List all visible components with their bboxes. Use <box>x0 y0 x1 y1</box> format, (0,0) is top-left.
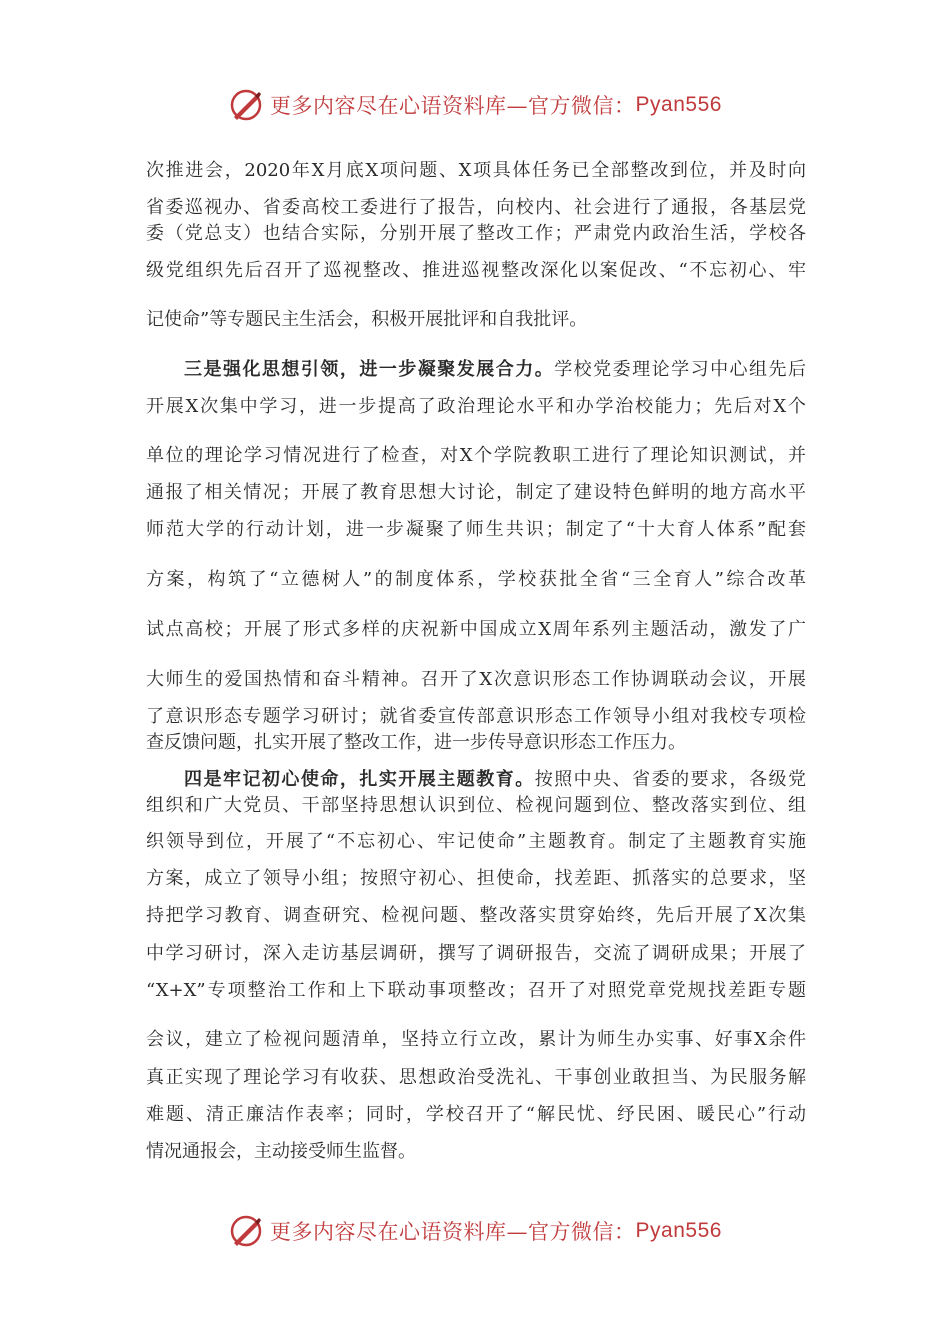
text-line: 真正实现了理论学习有收获、思想政治受洗礼、干事创业敢担当、为民服务解 <box>146 1067 806 1088</box>
text-line: 大师生的爱国热情和奋斗精神。召开了X次意识形态工作协调联动会议，开展 <box>146 669 806 690</box>
text-line: “X+X”专项整治工作和上下联动事项整改；召开了对照党章党规找差距专题 <box>146 980 806 1001</box>
text-line: 情况通报会，主动接受师生监督。 <box>146 1141 416 1162</box>
header-banner-text: 更多内容尽在心语资料库—官方微信： <box>270 94 636 118</box>
text-line: 查反馈问题，扎实开展了整改工作，进一步传导意识形态工作压力。 <box>146 732 686 753</box>
pen-logo-icon <box>228 1213 264 1249</box>
text-line: 方案，成立了领导小组；按照守初心、担使命，找差距、抓落实的总要求，坚 <box>146 868 806 889</box>
text-line: 难题、清正廉洁作表率；同时，学校召开了“解民忧、纾民困、暖民心”行动 <box>146 1104 806 1125</box>
text-line: 通报了相关情况；开展了教育思想大讨论，制定了建设特色鲜明的地方高水平 <box>146 482 806 503</box>
text-line: 试点高校；开展了形式多样的庆祝新中国成立X周年系列主题活动，激发了广 <box>146 619 806 640</box>
text-line: 织领导到位，开展了“不忘初心、牢记使命”主题教育。制定了主题教育实施 <box>146 831 806 852</box>
text-line: 省委巡视办、省委高校工委进行了报告，向校内、社会进行了通报，各基层党 <box>146 197 806 218</box>
text-line: 师范大学的行动计划，进一步凝聚了师生共识；制定了“十大育人体系”配套 <box>146 519 806 540</box>
text-line: 持把学习教育、调查研究、检视问题、整改落实贯穿始终，先后开展了X次集 <box>146 905 806 926</box>
footer-wechat-handle: Pyan556 <box>635 1219 722 1242</box>
paragraph-first-line <box>184 358 806 382</box>
footer-banner <box>0 1208 950 1254</box>
footer-banner-text: 更多内容尽在心语资料库—官方微信： <box>270 1220 636 1244</box>
paragraph-first-line <box>184 768 806 792</box>
text-line: 了意识形态专题学习研讨；就省委宣传部意识形态工作领导小组对我校专项检 <box>146 706 806 727</box>
text-line: 级党组织先后召开了巡视整改、推进巡视整改深化以案促改、“不忘初心、牢 <box>146 260 806 281</box>
text-line: 开展X次集中学习，进一步提高了政治理论水平和办学治校能力；先后对X个 <box>146 396 806 417</box>
text-line: 组织和广大党员、干部坚持思想认识到位、检视问题到位、整改落实到位、组 <box>146 795 806 816</box>
paragraph-heading: 四是牢记初心使命，扎实开展主题教育。 <box>184 769 535 790</box>
text-line: 会议，建立了检视问题清单，坚持立行立改，累计为师生办实事、好事X余件 <box>146 1029 806 1050</box>
text-span: 按照中央、省委的要求，各级党 <box>534 769 807 790</box>
paragraph-heading: 三是强化思想引领，进一步凝聚发展合力。 <box>184 359 555 380</box>
header-banner <box>0 82 950 128</box>
text-span: 学校党委理论学习中心组先后 <box>554 359 807 380</box>
text-line: 记使命”等专题民主生活会，积极开展批评和自我批评。 <box>146 309 588 330</box>
text-line: 单位的理论学习情况进行了检查，对X个学院教职工进行了理论知识测试，并 <box>146 445 806 466</box>
text-line: 中学习研讨，深入走访基层调研，撰写了调研报告，交流了调研成果；开展了 <box>146 943 806 964</box>
text-line: 方案，构筑了“立德树人”的制度体系，学校获批全省“三全育人”综合改革 <box>146 569 806 590</box>
pen-logo-icon <box>228 87 264 123</box>
header-wechat-handle: Pyan556 <box>635 93 722 116</box>
text-line: 委（党总支）也结合实际，分别开展了整改工作；严肃党内政治生活，学校各 <box>146 223 806 244</box>
text-line: 次推进会，2020年X月底X项问题、X项具体任务已全部整改到位，并及时向 <box>146 160 806 181</box>
